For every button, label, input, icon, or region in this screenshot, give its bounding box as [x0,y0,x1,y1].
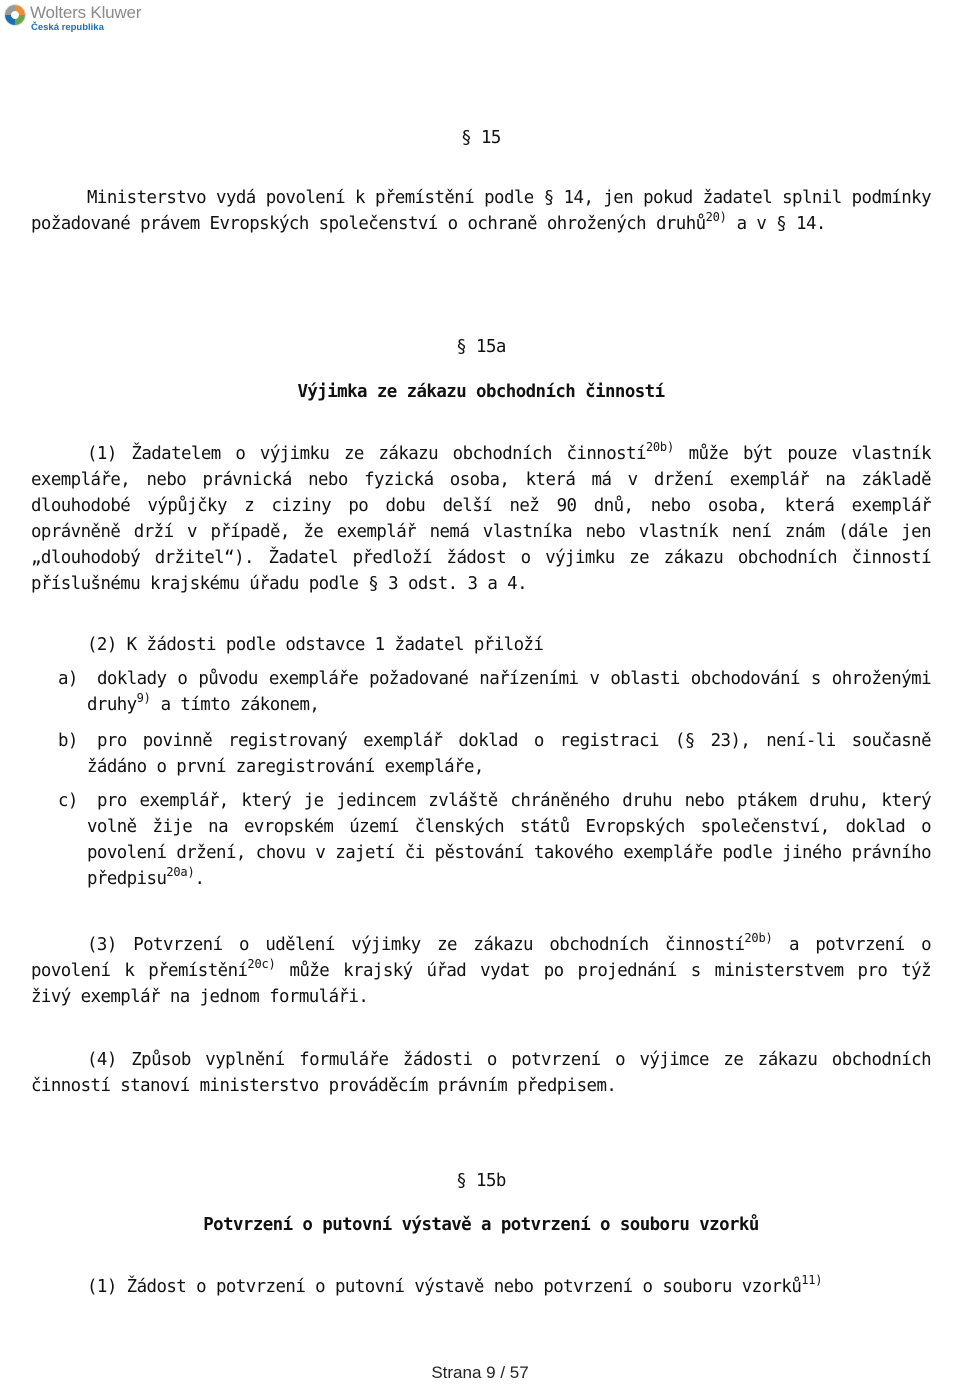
section-15a-paragraph-1 [31,441,931,597]
section-heading-15a: § 15a [456,337,506,357]
text-run: může krajský úřad vydat po projednání s ministerstvem pro týž živý exemplář na jednom formuláři. [31,961,932,1007]
brand-name: Wolters Kluwer [30,3,142,22]
section-15a-paragraph-4: (4) Způsob vyplnění formuláře žádosti o potvrzení o výjimce ze zákazu obchodních činností stanoví ministerstvo prováděcím právním předpisem. [31,1050,931,1096]
text-run: Ministerstvo vydá povolení k přemístění podle § 14, jen pokud žadatel splnil podmínky požadované právem Evropských společenství o ochraně ohrožených druhů [31,188,931,234]
section-15-paragraph [31,185,931,237]
text-run: (3) Potvrzení o udělení výjimky ze zákazu obchodních činností [87,935,745,955]
text-run: (1) Žadatelem o výjimku ze zákazu obchodních činností [87,444,646,464]
list-marker: b) [58,731,78,751]
brand-subtitle: Česká republika [31,22,104,33]
text-run: a tímto zákonem, [150,695,320,715]
text-run: a v § 14. [726,214,826,234]
footnote-ref: 20) [705,210,727,224]
section-heading-15b: § 15b [456,1171,506,1191]
list-item-a [58,666,931,718]
section-title-15b: Potvrzení o putovní výstavě a potvrzení o souboru vzorků [203,1215,759,1235]
section-15a-paragraph-2: (2) K žádosti podle odstavce 1 žadatel přiloží [87,635,544,655]
footnote-ref: 20a) [166,865,195,879]
section-title-15a: Výjimka ze zákazu obchodních činností [297,382,665,402]
footnote-ref: 20c) [247,957,276,971]
footnote-ref: 11) [801,1273,823,1287]
footnote-ref: 9) [136,691,151,705]
section-heading-15: § 15 [461,128,501,148]
list-marker: a) [58,669,78,689]
list-item-text [58,666,931,718]
section-15b-paragraph-1 [31,1274,931,1300]
text-run: doklady o původu exempláře požadované nařízeními v oblasti obchodování s ohroženými druhy [87,669,931,715]
section-15a-paragraph-3 [31,932,931,1010]
text-run: . [194,869,205,889]
text-run: pro exemplář, který je jedincem zvláště chráněného druhu nebo ptákem druhu, který volně žije na evropském území členských států Evropských společenství, doklad o povolení držení, chovu v zajetí či pěstování takového exempláře podle jiného právního předpisu [87,791,931,889]
text-run: (1) Žádost o potvrzení o putovní výstavě nebo potvrzení o souboru vzorků [87,1277,802,1297]
wolters-kluwer-logo-icon [4,4,26,26]
text-run: a potvrzení o povolení k přemístění [31,935,931,981]
publisher-logo [4,4,141,34]
list-item-c [58,788,931,892]
list-item-b [58,728,931,780]
footnote-ref: 20b) [744,931,773,945]
page-number: Strana 9 / 57 [431,1363,529,1382]
text-run: může být pouze vlastník exempláře, nebo právnická nebo fyzická osoba, která má v držení exemplář na základě dlouhodobé výpůjčky z ciziny po dobu delší než 90 dnů, nebo osoba, která exemplář oprávněně drží v případě, že exemplář nemá vlastníka nebo vlastník není znám (dále jen „dlouhodobý držitel“). Žadatel předloží žádost o výjimku ze zákazu obchodních činností příslušnému krajskému úřadu podle § 3 odst. 3 a 4. [31,444,931,594]
list-marker: c) [58,791,78,811]
list-item-text [58,788,931,892]
list-item-text: pro povinně registrovaný exemplář doklad o registraci (§ 23), není-li současně žádáno o první zaregistrování exempláře, [87,731,931,777]
footnote-ref: 20b) [645,440,674,454]
